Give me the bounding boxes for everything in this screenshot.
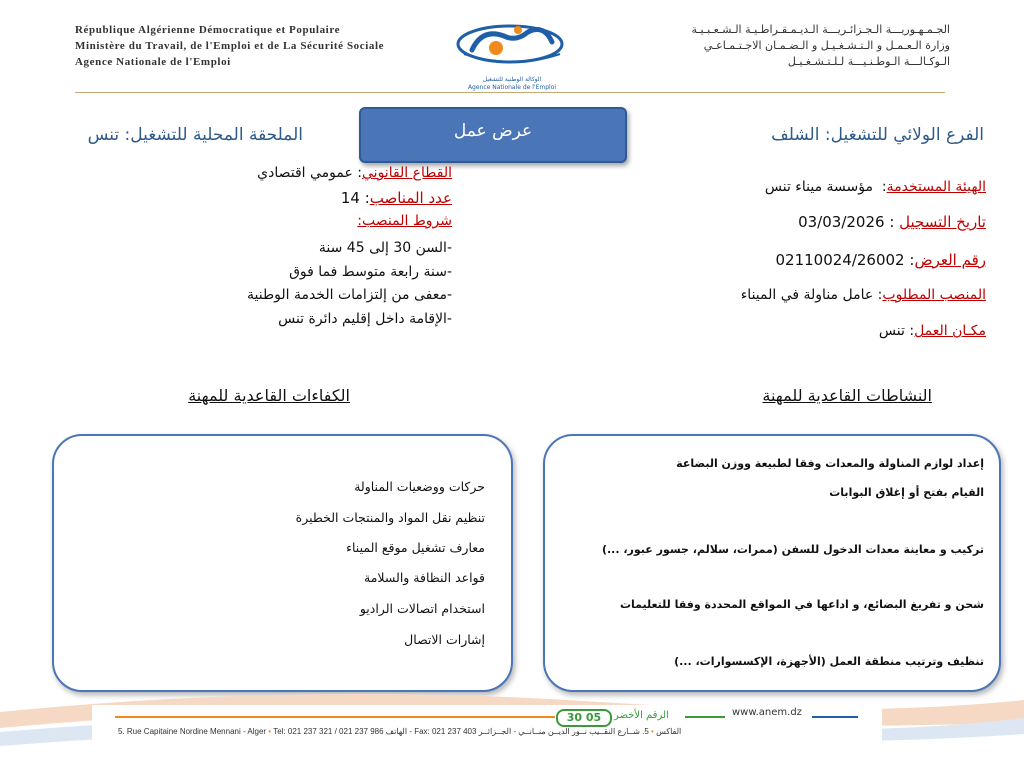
registration-date-field: تاريخ التسجيل : 03/03/2026 — [798, 213, 986, 231]
positions-count-label: عدد المناصب — [369, 189, 452, 207]
offer-number-field: رقم العرض: 02110024/26002 — [775, 251, 986, 269]
job-offer-button[interactable]: عرض عمل — [359, 107, 627, 163]
activity-item: تركيب و معاينة معدات الدخول للسفن (ممرات، سلالم، جسور عبور، ...) — [601, 543, 984, 556]
logo-caption-ar: الوكالة الوطنية للتشغيل — [482, 76, 542, 83]
legal-sector-label: القطاع القانوني — [362, 165, 452, 181]
condition-item: -سنة رابعة متوسط فما فوق — [289, 263, 452, 280]
address-ar: 5. شــارع النقــيب نــور الديــن منــانــي - الجــزائــر — [478, 727, 649, 736]
competency-item: معارف تشغيل موقع الميناء — [346, 540, 485, 555]
activities-heading: النشاطات القاعدية للمهنة — [762, 386, 932, 405]
local-annex-title: الملحقة المحلية للتشغيل: تنس — [87, 125, 303, 145]
competencies-box — [52, 434, 513, 692]
fax-ar: الفاكس — [656, 727, 682, 736]
footer-contact-line: 5. Rue Capitaine Nordine Mennani - Alger • Tel: 021 237 321 / 021 237 986 الهاتف - Fax: 021 237 403 الفاكس • 5. شــارع النقــيب نــور الديــن منــانــي - الجــزائــر — [118, 727, 682, 736]
position-value: عامل مناولة في الميناء — [740, 287, 874, 303]
activity-item: شحن و تفريغ البضائع، و اداعها في المواقع المحددة وفقا للتعليمات — [619, 598, 984, 611]
competency-item: حركات ووضعيات المناولة — [354, 479, 485, 494]
footer-orange-line — [115, 716, 555, 718]
competency-item: إشارات الاتصال — [404, 632, 485, 647]
header-french — [75, 22, 435, 70]
footer-green-line — [685, 716, 725, 718]
employer-value: مؤسسة ميناء تنس — [764, 179, 873, 195]
activity-item: إعداد لوازم المناولة والمعدات وفقا لطبيعة ووزن البضاعة — [676, 457, 984, 470]
fax: Fax: 021 237 403 — [414, 727, 477, 736]
registration-date-label: تاريخ التسجيل — [899, 213, 986, 231]
work-location-field: مكـان العمل: تنس — [878, 323, 986, 339]
header-fr-line-1: République Algérienne Démocratique et Populaire — [75, 24, 341, 36]
positions-count-value: 14 — [340, 189, 360, 207]
header-ar-line-3: الـوكـالـــة الـوطـنـيـــة لـلـتـشـغـيـل — [787, 55, 950, 68]
header-fr-line-3: Agence Nationale de l'Emploi — [75, 56, 231, 68]
competencies-heading: الكفاءات القاعدية للمهنة — [188, 386, 350, 405]
branch-title: الفرع الولائي للتشغيل: الشلف — [771, 125, 984, 145]
telephone-ar: الهاتف — [385, 727, 408, 736]
anem-logo-icon — [452, 20, 572, 72]
offer-number-label: رقم العرض — [914, 251, 986, 269]
competency-item: تنظيم نقل المواد والمنتجات الخطيرة — [295, 510, 485, 525]
website-link[interactable]: www.anem.dz — [732, 707, 802, 718]
employer-field: الهيئة المستخدمة: مؤسسة ميناء تنس — [764, 179, 986, 195]
anem-logo — [452, 20, 572, 91]
registration-date-value: 03/03/2026 — [798, 213, 885, 231]
competency-item: استخدام اتصالات الراديو — [359, 601, 485, 616]
footer-blue-line — [812, 716, 858, 718]
activity-item: القيام بفتح أو إغلاق البوابات — [829, 486, 984, 499]
condition-item: -الإقامة داخل إقليم دائرة تنس — [278, 310, 452, 327]
offer-number-value: 02110024/26002 — [775, 251, 905, 269]
header-fr-line-2: Ministère du Travail, de l'Emploi et de La Sécurité Sociale — [75, 40, 385, 52]
header-divider — [75, 92, 945, 93]
positions-count-field: عدد المناصب: 14 — [340, 189, 452, 207]
telephone: Tel: 021 237 321 / 021 237 986 — [273, 727, 384, 736]
header-arabic — [590, 22, 950, 70]
work-location-label: مكـان العمل — [914, 323, 986, 339]
activities-box — [543, 434, 1001, 692]
conditions-heading: شروط المنصب: — [357, 213, 452, 229]
logo-caption-fr: Agence Nationale de l'Emploi — [467, 84, 557, 91]
green-number-value: 30 05 — [566, 711, 602, 724]
position-label: المنصب المطلوب — [882, 287, 986, 303]
header-ar-line-1: الجـمـهـوريـــة الـجـزائـريـــة الـديـمـقـراطـيـة الـشـعـبـيـة — [691, 23, 950, 36]
activity-item: تنظيف وترتيب منطقة العمل (الأجهزة، الإكسسوارات، ...) — [674, 655, 984, 668]
position-field: المنصب المطلوب: عامل مناولة في الميناء — [740, 287, 986, 303]
header-ar-line-2: وزارة الـعـمـل و الـتـشـغـيـل و الـضـمـان الاجـتـمـاعـي — [703, 39, 950, 52]
condition-item: -معفى من إلتزامات الخدمة الوطنية — [247, 287, 452, 303]
competency-item: قواعد النظافة والسلامة — [364, 570, 485, 585]
legal-sector-field: القطاع القانوني: عمومي اقتصادي — [257, 165, 452, 181]
condition-item: -السن 30 إلى 45 سنة — [318, 240, 452, 256]
employer-label: الهيئة المستخدمة — [886, 179, 986, 195]
legal-sector-value: عمومي اقتصادي — [257, 165, 353, 181]
green-number-label: الرقم الأخضر — [614, 710, 669, 721]
conditions-list — [200, 237, 452, 331]
work-location-value: تنس — [878, 323, 905, 339]
address-fr: 5. Rue Capitaine Nordine Mennani - Alger — [118, 727, 267, 736]
green-number-badge — [556, 709, 612, 727]
conditions-label: شروط المنصب — [362, 213, 452, 229]
